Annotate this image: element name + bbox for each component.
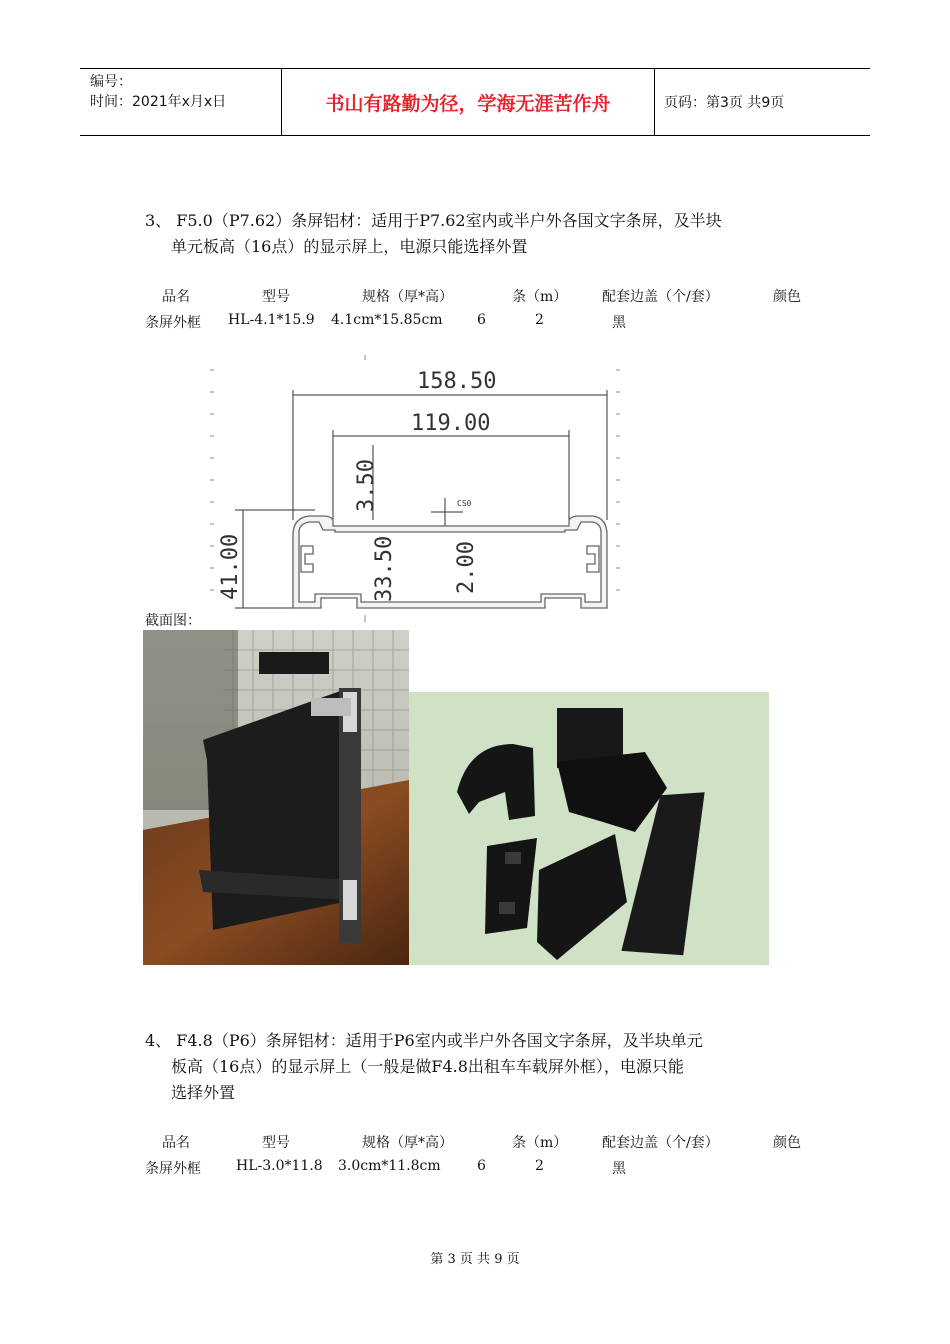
header-cell: 型号: [262, 289, 290, 305]
section3-title: [145, 208, 722, 260]
section3-title-line2: 单元板高（16点）的显示屏上，电源只能选择外置: [171, 237, 528, 256]
row-cell: 黑: [612, 1161, 626, 1177]
dim-width-inner: 119.00: [411, 411, 491, 436]
header-divider: [654, 68, 655, 136]
row-cell: 3.0cm*11.8cm: [338, 1158, 441, 1174]
section4-title: [145, 1028, 703, 1106]
row-cell: 2: [535, 312, 544, 328]
section4-title-line1: 4、 F4.8（P6）条屏铝材：适用于P6室内或半户外各国文字条屏，及半块单元: [145, 1031, 703, 1050]
profile-outline: [293, 516, 607, 608]
row-cell: 黑: [612, 315, 626, 331]
header-left-block: [90, 72, 226, 112]
header-cell: 品名: [162, 289, 190, 305]
dim-width-total: 158.50: [417, 369, 497, 394]
header-cell: 规格（厚*高）: [362, 289, 453, 305]
row-cell: 4.1cm*15.85cm: [331, 312, 443, 328]
row-cell: HL-4.1*15.9: [228, 312, 315, 328]
end-cap-parts-photo: [409, 692, 769, 965]
header-cell: 品名: [162, 1135, 190, 1151]
header-cell: 颜色: [773, 1135, 801, 1151]
header-motto: 书山有路勤为径，学海无涯苦作舟: [325, 92, 611, 115]
row-cell: 6: [477, 312, 486, 328]
section4-title-line3: 选择外置: [171, 1083, 236, 1102]
row-cell: 6: [477, 1158, 486, 1174]
header-cell: 规格（厚*高）: [362, 1135, 453, 1151]
row-cell: HL-3.0*11.8: [236, 1158, 323, 1174]
page-footer: 第 3 页 共 9 页: [430, 1252, 520, 1267]
dim-height-total: 41.00: [218, 533, 243, 600]
header-cell: 颜色: [773, 289, 801, 305]
row-cell: 2: [535, 1158, 544, 1174]
right-ruler-ticks: [616, 370, 620, 590]
section4-title-line2: 板高（16点）的显示屏上（一般是做F4.8出租车车载屏外框），电源只能: [171, 1057, 684, 1076]
left-ruler-ticks: [210, 370, 214, 590]
center-mark: CS0: [457, 499, 472, 508]
header-cell: 配套边盖（个/套）: [602, 1135, 719, 1151]
row-cell: 条屏外框: [145, 1161, 201, 1177]
header-cell: 条（m）: [512, 289, 568, 305]
header-page-info: 页码：第3页 共9页: [664, 95, 785, 111]
dim-inner-height: 33.50: [372, 535, 397, 602]
row-cell: 条屏外框: [145, 315, 201, 331]
dim-top-step: 3.50: [354, 459, 379, 512]
header-cell: 型号: [262, 1135, 290, 1151]
cross-section-drawing: [205, 350, 635, 625]
doc-date-label: 时间：2021年x月x日: [90, 94, 227, 110]
doc-number-label: 编号：: [90, 74, 132, 90]
profile-photo: [143, 630, 409, 965]
section3-title-line1: 3、 F5.0（P7.62）条屏铝材：适用于P7.62室内或半户外各国文字条屏，及半块: [145, 211, 722, 230]
header-cell: 条（m）: [512, 1135, 568, 1151]
header-cell: 配套边盖（个/套）: [602, 289, 719, 305]
section-label: 截面图：: [145, 613, 201, 629]
dim-small: 2.00: [454, 541, 479, 594]
